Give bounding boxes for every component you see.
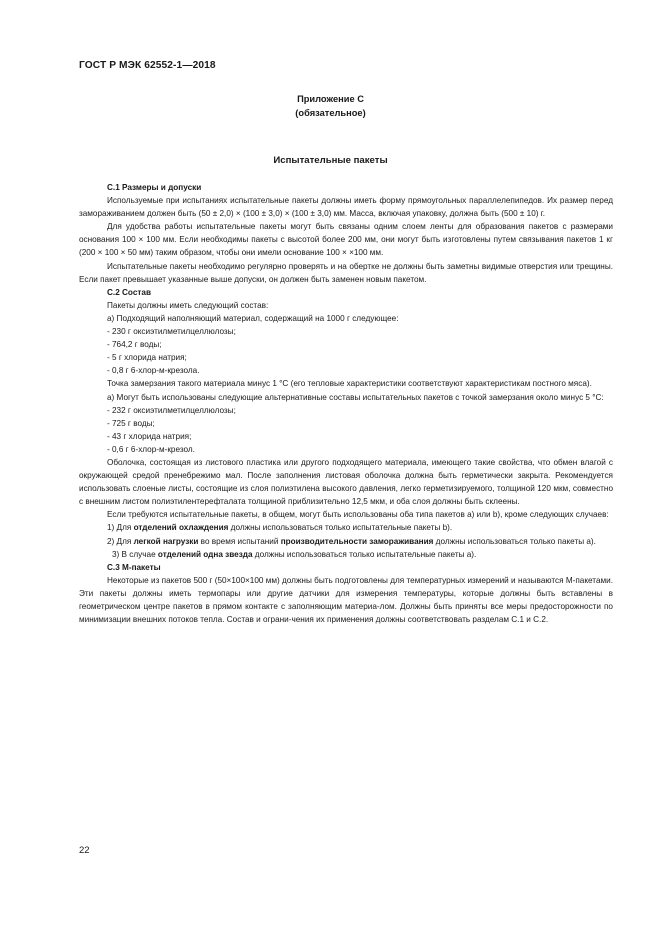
page-number: 22	[79, 845, 90, 856]
case-item-3	[79, 548, 613, 561]
list-item: - 0,6 г 6-хлор-м-крезол.	[107, 444, 195, 454]
list-heading-a: а) Подходящий наполняющий материал, содержащий на 1000 г следующее:	[107, 313, 399, 323]
list-item: - 764,2 г воды;	[107, 340, 162, 350]
paragraph: Для удобства работы испытательные пакеты могут быть связаны одним слоем ленты для образования пакетов с размерами основания 100 × 100 мм. Если необходимы пакеты с высотой более 200 мм, они могут быть изготовлены путем связывания пакетов 1 кг (200 × 100 × 50 мм) таким образом, чтобы они имели основание 100 × ×100 мм.	[79, 222, 613, 258]
list-item: - 0,8 г 6-хлор-м-крезола.	[107, 366, 200, 376]
paragraph: Пакеты должны иметь следующий состав:	[107, 300, 269, 310]
paragraph: Используемые при испытаниях испытательные пакеты должны иметь форму прямоугольных параллелепипедов. Их размер перед замораживанием должен быть (50 ± 2,0) × (100 ± 3,0) × (100 ± 3,0) мм. Масса, включая упаковку, должна быть (500 ± 10) г.	[79, 196, 613, 219]
paragraph: Точка замерзания такого материала минус 1 °С (его тепловые характеристики соответствуют характеристикам постного мяса).	[107, 379, 592, 389]
case-term: легкой нагрузки	[133, 536, 199, 546]
list-item: - 43 г хлорида натрия;	[107, 431, 192, 441]
case-term: производительности замораживания	[280, 536, 434, 546]
section-heading-c1: С.1 Размеры и допуски	[107, 183, 202, 192]
case-item-1	[79, 521, 613, 534]
case-text: 1) Для	[107, 523, 134, 533]
list-item: - 5 г хлорида натрия;	[107, 353, 187, 363]
case-term: отделений охлаждения	[133, 523, 229, 533]
case-text: во время испытаний	[198, 536, 281, 546]
page-title: Испытательные пакеты	[273, 155, 388, 166]
list-item: - 230 г оксиэтилметилцеллюлозы;	[107, 327, 236, 337]
section-heading-c3: С.3 М-пакеты	[107, 562, 161, 572]
standard-header: ГОСТ Р МЭК 62552-1—2018	[79, 60, 216, 71]
case-text: должны использоваться только пакеты а).	[433, 536, 596, 546]
list-heading-b: а) Могут быть использованы следующие альтернативные составы испытательных пакетов с точкой замерзания около минус 5 °С:	[107, 392, 604, 402]
case-item-2	[79, 535, 613, 548]
paragraph: Оболочка, состоящая из листового пластика или другого подходящего материала, имеющего такие свойства, что обмен влагой с окружающей средой пренебрежимо мал. После заполнения листовая оболочка должна быть герметически закрыта. Рекомендуется использовать слоеные листы, состоящие из слоя полиэтилена высокого давления, легко герметизируемого, толщиной 120 мкм, совместно с внешним листом полиэтилентерефталата толщиной приблизительно 12,5 мкм, и оба слоя должны быть склеены.	[79, 457, 613, 507]
paragraph: Испытательные пакеты необходимо регулярно проверять и на обертке не должны быть заметны видимые отверстия или трещины. Если пакет превышает указанные выше допуски, он должен быть заменен новым пакетом.	[79, 261, 613, 284]
list-item: - 232 г оксиэтилметилцеллюлозы;	[107, 405, 236, 415]
case-term: отделений одна звезда	[157, 549, 253, 559]
paragraph: Если требуются испытательные пакеты, в общем, могут быть использованы оба типа пакетов а) или b), кроме следующих случаев:	[107, 510, 609, 520]
case-text: должны использоваться только испытательные пакеты а).	[252, 549, 477, 559]
document-body	[79, 181, 613, 626]
paragraph: Некоторые из пакетов 500 г (50×100×100 мм) должны быть подготовлены для температурных измерений и называются М-пакетами. Эти пакеты должны иметь термопары или другие датчики для измерения температуры, которые должны быть вставлены в геометрическом центре пакетов в прямом контакте с заполняющим материа-лом. Должны быть приняты все меры предосторожности по минимизации внешних потоков тепла. Состав и ограни-чения их применения должны соответствовать разделам С.1 и С.2.	[79, 575, 613, 625]
case-text: 2) Для	[107, 536, 134, 546]
annex-title: Приложение С	[297, 94, 364, 104]
case-text: должны использоваться только испытательные пакеты b).	[228, 523, 453, 533]
annex-subtitle: (обязательное)	[295, 108, 366, 118]
case-text: 3) В случае	[112, 549, 158, 559]
list-item: - 725 г воды;	[107, 418, 155, 428]
annex-heading	[0, 92, 661, 120]
section-heading-c2: С.2 Состав	[107, 287, 151, 297]
